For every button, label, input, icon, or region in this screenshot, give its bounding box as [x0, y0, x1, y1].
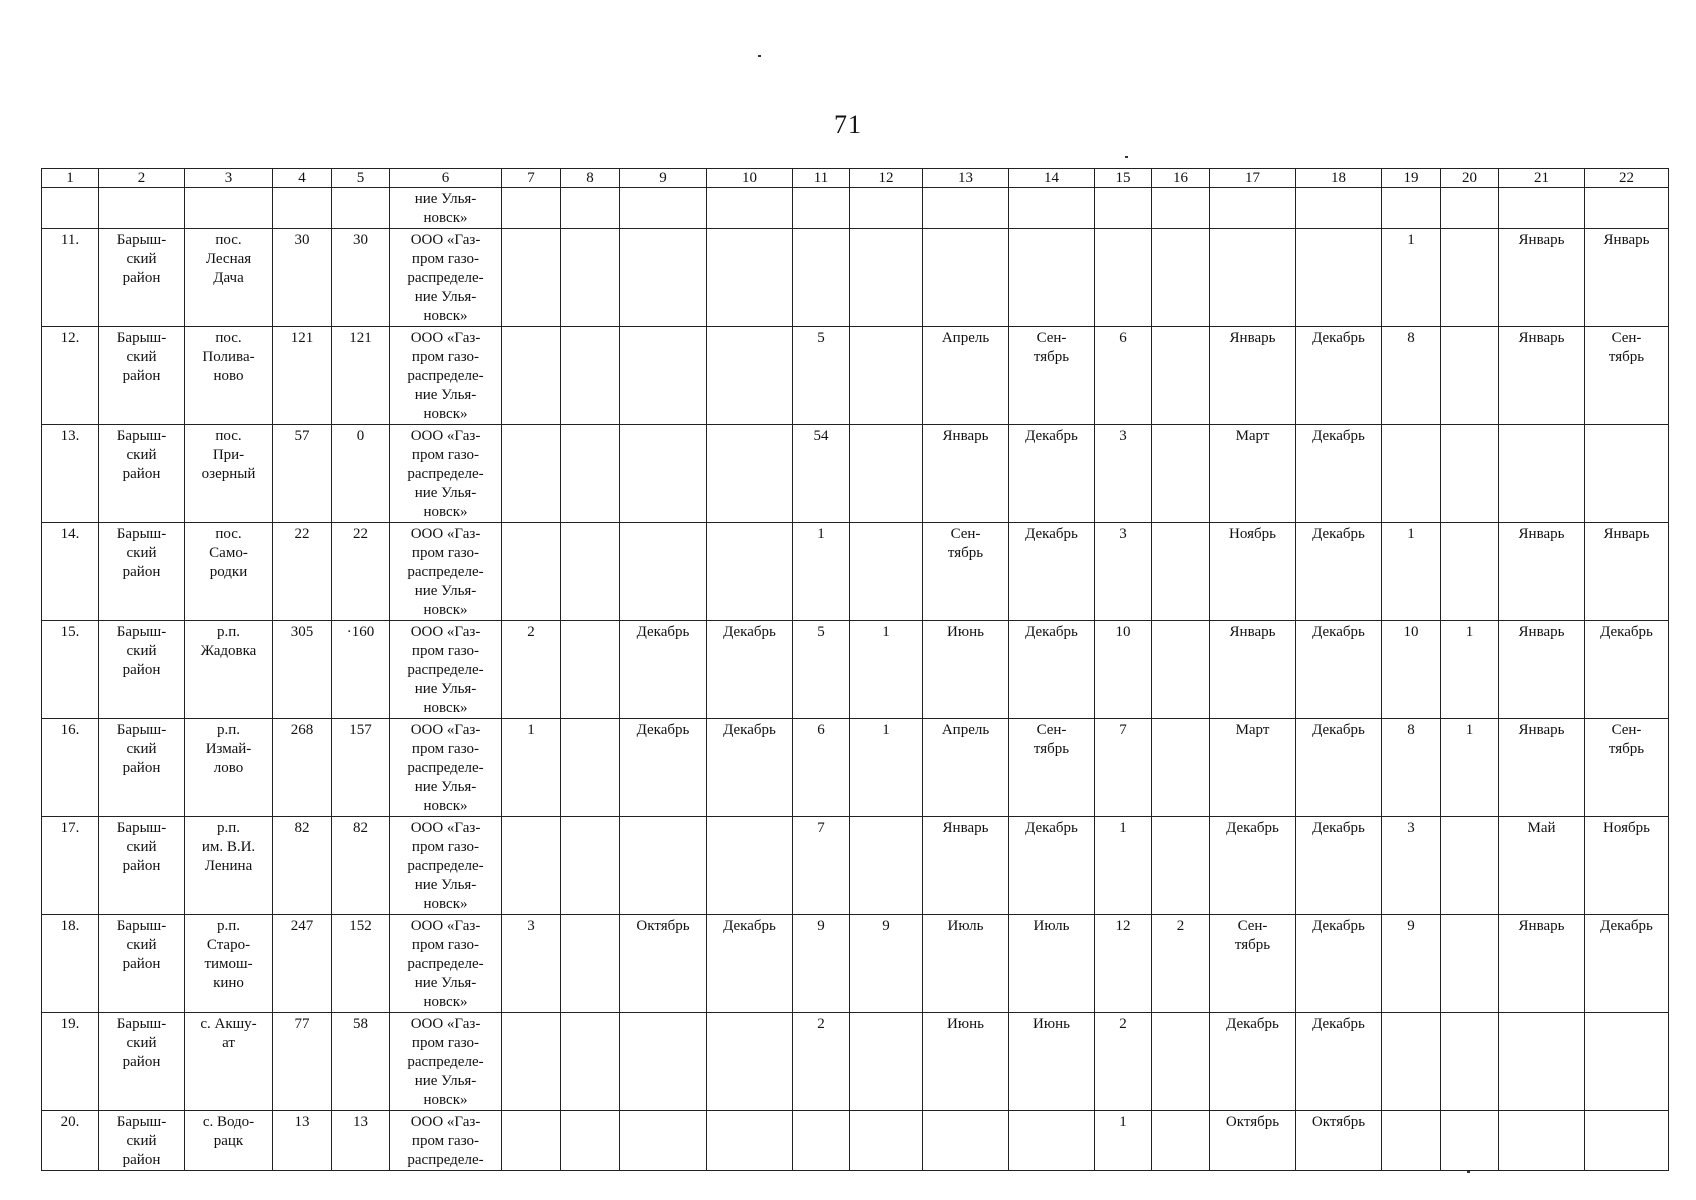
table-cell-col-14: Июнь — [1009, 1013, 1095, 1111]
table-cell-col-14: 14 — [1009, 169, 1095, 188]
table-cell-col-8 — [561, 1111, 620, 1171]
table-row — [42, 817, 1669, 915]
table-cell-col-18: Декабрь — [1296, 1013, 1382, 1111]
table-cell-col-14: Сен- тябрь — [1009, 719, 1095, 817]
table-cell-col-9: Октябрь — [620, 915, 707, 1013]
table-cell-col-2: Барыш- ский район — [99, 719, 185, 817]
table-cell-col-2 — [99, 188, 185, 229]
table-cell-col-13: Апрель — [923, 719, 1009, 817]
table-cell-col-15: 3 — [1095, 425, 1152, 523]
table-cell-col-9 — [620, 523, 707, 621]
table-cell-col-15: 3 — [1095, 523, 1152, 621]
table-cell-col-21: Январь — [1499, 229, 1585, 327]
table-cell-col-19 — [1382, 1013, 1441, 1111]
table-cell-col-11: 1 — [793, 523, 850, 621]
table-cell-col-2: Барыш- ский район — [99, 1111, 185, 1171]
table-cell-col-11: 5 — [793, 327, 850, 425]
table-cell-col-20 — [1441, 817, 1499, 915]
table-cell-col-11: 54 — [793, 425, 850, 523]
table-cell-col-8 — [561, 915, 620, 1013]
table-cell-col-18: Декабрь — [1296, 817, 1382, 915]
table-cell-col-4: 77 — [273, 1013, 332, 1111]
table-cell-col-18: 18 — [1296, 169, 1382, 188]
table-cell-col-17 — [1210, 229, 1296, 327]
table-cell-col-13: Апрель — [923, 327, 1009, 425]
table-cell-col-21 — [1499, 188, 1585, 229]
table-cell-col-10 — [707, 229, 793, 327]
table-cell-col-8 — [561, 817, 620, 915]
table-cell-col-13: Июнь — [923, 1013, 1009, 1111]
table-cell-col-7 — [502, 188, 561, 229]
table-cell-col-9 — [620, 229, 707, 327]
table-cell-col-9: 9 — [620, 169, 707, 188]
table-cell-col-1 — [42, 188, 99, 229]
table-cell-col-17: Ноябрь — [1210, 523, 1296, 621]
table-cell-col-3: пос. Лесная Дача — [185, 229, 273, 327]
table-cell-col-2: Барыш- ский район — [99, 915, 185, 1013]
table-cell-col-12 — [850, 1111, 923, 1171]
table-cell-col-6: 6 — [390, 169, 502, 188]
table-cell-col-13: 13 — [923, 169, 1009, 188]
table-cell-col-16 — [1152, 425, 1210, 523]
scan-speck — [1467, 1171, 1470, 1173]
table-cell-col-13 — [923, 188, 1009, 229]
table-cell-col-6: ние Улья- новск» — [390, 188, 502, 229]
table-row — [42, 229, 1669, 327]
table-cell-col-8 — [561, 188, 620, 229]
table-row — [42, 327, 1669, 425]
table-cell-col-6: ООО «Газ- пром газо- распределе- ние Улья- новск» — [390, 523, 502, 621]
table-cell-col-5: 22 — [332, 523, 390, 621]
table-cell-col-20 — [1441, 1111, 1499, 1171]
table-cell-col-19: 9 — [1382, 915, 1441, 1013]
table-cell-col-14: Декабрь — [1009, 817, 1095, 915]
table-body — [42, 169, 1669, 1171]
table-cell-col-1: 1 — [42, 169, 99, 188]
table-cell-col-10: 10 — [707, 169, 793, 188]
table-cell-col-13 — [923, 229, 1009, 327]
table-cell-col-9 — [620, 1013, 707, 1111]
table-cell-col-6: ООО «Газ- пром газо- распределе- ние Улья- новск» — [390, 425, 502, 523]
table-cell-col-20 — [1441, 915, 1499, 1013]
table-cell-col-1: 14. — [42, 523, 99, 621]
table-cell-col-17: Сен- тябрь — [1210, 915, 1296, 1013]
table-row — [42, 719, 1669, 817]
table-cell-col-20: 1 — [1441, 719, 1499, 817]
table-cell-col-12 — [850, 425, 923, 523]
table-cell-col-3: с. Водо- рацк — [185, 1111, 273, 1171]
table-cell-col-12 — [850, 229, 923, 327]
table-cell-col-8 — [561, 229, 620, 327]
table-cell-col-12: 9 — [850, 915, 923, 1013]
table-cell-col-22: Сен- тябрь — [1585, 327, 1669, 425]
table-cell-col-12 — [850, 523, 923, 621]
table-cell-col-2: Барыш- ский район — [99, 621, 185, 719]
table-cell-col-22: Январь — [1585, 523, 1669, 621]
table-cell-col-4: 22 — [273, 523, 332, 621]
table-cell-col-22 — [1585, 188, 1669, 229]
table-cell-col-20: 20 — [1441, 169, 1499, 188]
table-cell-col-20 — [1441, 523, 1499, 621]
table-cell-col-20 — [1441, 425, 1499, 523]
table-cell-col-2: Барыш- ский район — [99, 425, 185, 523]
table-cell-col-4 — [273, 188, 332, 229]
table-cell-col-14 — [1009, 1111, 1095, 1171]
table-cell-col-8 — [561, 523, 620, 621]
table-cell-col-15: 15 — [1095, 169, 1152, 188]
table-cell-col-20: 1 — [1441, 621, 1499, 719]
table-cell-col-10 — [707, 188, 793, 229]
table-cell-col-10 — [707, 523, 793, 621]
table-cell-col-3: р.п. Старо- тимош- кино — [185, 915, 273, 1013]
table-cell-col-16 — [1152, 719, 1210, 817]
table-cell-col-18: Декабрь — [1296, 327, 1382, 425]
table-cell-col-9: Декабрь — [620, 621, 707, 719]
table-cell-col-21: Январь — [1499, 719, 1585, 817]
table-cell-col-11 — [793, 188, 850, 229]
table-cell-col-5: 0 — [332, 425, 390, 523]
table-cell-col-6: ООО «Газ- пром газо- распределе- ние Улья- новск» — [390, 915, 502, 1013]
table-cell-col-14: Декабрь — [1009, 523, 1095, 621]
table-cell-col-19: 1 — [1382, 229, 1441, 327]
table-cell-col-10 — [707, 1111, 793, 1171]
table-cell-col-13: Январь — [923, 425, 1009, 523]
table-cell-col-7 — [502, 229, 561, 327]
table-cell-col-13: Сен- тябрь — [923, 523, 1009, 621]
table-cell-col-8 — [561, 327, 620, 425]
table-cell-col-22 — [1585, 1013, 1669, 1111]
table-cell-col-20 — [1441, 188, 1499, 229]
table-cell-col-3: с. Акшу- ат — [185, 1013, 273, 1111]
table-cell-col-18 — [1296, 188, 1382, 229]
table-cell-col-1: 17. — [42, 817, 99, 915]
table-cell-col-11: 6 — [793, 719, 850, 817]
table-cell-col-11 — [793, 229, 850, 327]
table-cell-col-7: 7 — [502, 169, 561, 188]
table-row — [42, 1013, 1669, 1111]
table-cell-col-2: Барыш- ский район — [99, 229, 185, 327]
table-cell-col-8 — [561, 425, 620, 523]
table-cell-col-5: 58 — [332, 1013, 390, 1111]
table-cell-col-7: 2 — [502, 621, 561, 719]
table-cell-col-17: Март — [1210, 425, 1296, 523]
table-cell-col-1: 11. — [42, 229, 99, 327]
table-cell-col-12 — [850, 1013, 923, 1111]
scan-speck — [1125, 156, 1128, 158]
table-cell-col-15: 1 — [1095, 817, 1152, 915]
table-cell-col-7 — [502, 425, 561, 523]
table-cell-col-9 — [620, 425, 707, 523]
table-cell-col-9 — [620, 817, 707, 915]
table-cell-col-15 — [1095, 188, 1152, 229]
table-cell-col-21 — [1499, 1013, 1585, 1111]
table-cell-col-19: 3 — [1382, 817, 1441, 915]
table-cell-col-19: 8 — [1382, 327, 1441, 425]
table-cell-col-19 — [1382, 425, 1441, 523]
table-cell-col-22: Декабрь — [1585, 621, 1669, 719]
table-cell-col-22: Январь — [1585, 229, 1669, 327]
table-cell-col-10 — [707, 425, 793, 523]
table-cell-col-17: Декабрь — [1210, 817, 1296, 915]
table-cell-col-2: Барыш- ский район — [99, 1013, 185, 1111]
table-cell-col-20 — [1441, 229, 1499, 327]
table-cell-col-10: Декабрь — [707, 621, 793, 719]
table-cell-col-7 — [502, 1111, 561, 1171]
page-number: 71 — [834, 110, 862, 139]
table-cell-col-2: Барыш- ский район — [99, 523, 185, 621]
table-cell-col-15: 10 — [1095, 621, 1152, 719]
table-cell-col-1: 18. — [42, 915, 99, 1013]
table-cell-col-21: Январь — [1499, 915, 1585, 1013]
table-cell-col-13: Июнь — [923, 621, 1009, 719]
table-cell-col-21 — [1499, 425, 1585, 523]
table-cell-col-18: Декабрь — [1296, 621, 1382, 719]
table-cell-col-10 — [707, 327, 793, 425]
table-cell-col-14 — [1009, 188, 1095, 229]
table-cell-col-12 — [850, 327, 923, 425]
scan-speck — [758, 55, 761, 57]
table-cell-col-17: Март — [1210, 719, 1296, 817]
table-cell-col-16 — [1152, 188, 1210, 229]
table-cell-col-22: 22 — [1585, 169, 1669, 188]
table-cell-col-5: ·160 — [332, 621, 390, 719]
table-cell-col-4: 121 — [273, 327, 332, 425]
table-cell-col-4: 82 — [273, 817, 332, 915]
table-cell-col-3 — [185, 188, 273, 229]
table-cell-col-4: 30 — [273, 229, 332, 327]
table-cell-col-2: Барыш- ский район — [99, 817, 185, 915]
table-cell-col-4: 13 — [273, 1111, 332, 1171]
table-cell-col-17: Январь — [1210, 327, 1296, 425]
table-cell-col-21 — [1499, 1111, 1585, 1171]
table-cell-col-1: 13. — [42, 425, 99, 523]
table-cell-col-18: Октябрь — [1296, 1111, 1382, 1171]
table-cell-col-14: Сен- тябрь — [1009, 327, 1095, 425]
table-cell-col-14: Декабрь — [1009, 621, 1095, 719]
column-number-header-row — [42, 169, 1669, 188]
table-cell-col-5 — [332, 188, 390, 229]
table-cell-col-7 — [502, 1013, 561, 1111]
table-cell-col-13: Июль — [923, 915, 1009, 1013]
table-cell-col-11 — [793, 1111, 850, 1171]
table-cell-col-6: ООО «Газ- пром газо- распределе- ние Улья- новск» — [390, 817, 502, 915]
table-cell-col-15: 12 — [1095, 915, 1152, 1013]
table-cell-col-16 — [1152, 229, 1210, 327]
table-cell-col-11: 7 — [793, 817, 850, 915]
table-cell-col-20 — [1441, 1013, 1499, 1111]
table-row — [42, 915, 1669, 1013]
table-cell-col-22 — [1585, 1111, 1669, 1171]
table-cell-col-19 — [1382, 1111, 1441, 1171]
table-cell-col-5: 152 — [332, 915, 390, 1013]
table-cell-col-4: 57 — [273, 425, 332, 523]
table-cell-col-9 — [620, 188, 707, 229]
table-cell-col-20 — [1441, 327, 1499, 425]
table-cell-col-1: 19. — [42, 1013, 99, 1111]
table-cell-col-5: 121 — [332, 327, 390, 425]
table-cell-col-9 — [620, 327, 707, 425]
table-cell-col-4: 247 — [273, 915, 332, 1013]
table-row — [42, 621, 1669, 719]
table-cell-col-3: пос. Само- родки — [185, 523, 273, 621]
table-cell-col-8 — [561, 1013, 620, 1111]
table-cell-col-6: ООО «Газ- пром газо- распределе- — [390, 1111, 502, 1171]
table-cell-col-4: 4 — [273, 169, 332, 188]
table-cell-col-11: 2 — [793, 1013, 850, 1111]
table-cell-col-21: Январь — [1499, 621, 1585, 719]
table-cell-col-4: 305 — [273, 621, 332, 719]
table-cell-col-2: Барыш- ский район — [99, 327, 185, 425]
table-row — [42, 1111, 1669, 1171]
table-cell-col-11: 5 — [793, 621, 850, 719]
table-cell-col-7 — [502, 523, 561, 621]
table-cell-col-15: 1 — [1095, 1111, 1152, 1171]
table-row — [42, 523, 1669, 621]
table-cell-col-21: 21 — [1499, 169, 1585, 188]
table-cell-col-18: Декабрь — [1296, 719, 1382, 817]
table-cell-col-16 — [1152, 523, 1210, 621]
schedule-table — [41, 168, 1669, 1171]
table-cell-col-22: Декабрь — [1585, 915, 1669, 1013]
table-cell-col-4: 268 — [273, 719, 332, 817]
table-cell-col-18: Декабрь — [1296, 523, 1382, 621]
table-cell-col-3: р.п. Жадовка — [185, 621, 273, 719]
table-cell-col-15: 2 — [1095, 1013, 1152, 1111]
table-cell-col-6: ООО «Газ- пром газо- распределе- ние Улья- новск» — [390, 621, 502, 719]
table-cell-col-5: 82 — [332, 817, 390, 915]
table-cell-col-9 — [620, 1111, 707, 1171]
table-cell-col-12: 12 — [850, 169, 923, 188]
table-cell-col-16 — [1152, 327, 1210, 425]
table-cell-col-13 — [923, 1111, 1009, 1171]
table-cell-col-7: 3 — [502, 915, 561, 1013]
table-cell-col-16 — [1152, 1111, 1210, 1171]
table-cell-col-12: 1 — [850, 719, 923, 817]
table-cell-col-7: 1 — [502, 719, 561, 817]
continuation-row — [42, 188, 1669, 229]
table-cell-col-1: 15. — [42, 621, 99, 719]
table-cell-col-11: 11 — [793, 169, 850, 188]
table-cell-col-6: ООО «Газ- пром газо- распределе- ние Улья- новск» — [390, 1013, 502, 1111]
table-cell-col-6: ООО «Газ- пром газо- распределе- ние Улья- новск» — [390, 719, 502, 817]
table-cell-col-14 — [1009, 229, 1095, 327]
table-cell-col-22: Сен- тябрь — [1585, 719, 1669, 817]
table-cell-col-15: 6 — [1095, 327, 1152, 425]
table-cell-col-21: Январь — [1499, 327, 1585, 425]
table-cell-col-8 — [561, 621, 620, 719]
table-cell-col-19 — [1382, 188, 1441, 229]
table-cell-col-3: р.п. им. В.И. Ленина — [185, 817, 273, 915]
table-cell-col-17: Октябрь — [1210, 1111, 1296, 1171]
table-cell-col-3: р.п. Измай- лово — [185, 719, 273, 817]
table-cell-col-16 — [1152, 1013, 1210, 1111]
table-cell-col-15 — [1095, 229, 1152, 327]
table-cell-col-22: Ноябрь — [1585, 817, 1669, 915]
table-cell-col-8: 8 — [561, 169, 620, 188]
table-cell-col-18: Декабрь — [1296, 425, 1382, 523]
table-cell-col-6: ООО «Газ- пром газо- распределе- ние Улья- новск» — [390, 327, 502, 425]
table-cell-col-19: 10 — [1382, 621, 1441, 719]
table-cell-col-13: Январь — [923, 817, 1009, 915]
table-cell-col-10: Декабрь — [707, 915, 793, 1013]
table-cell-col-11: 9 — [793, 915, 850, 1013]
table-cell-col-16 — [1152, 621, 1210, 719]
table-cell-col-10 — [707, 817, 793, 915]
table-cell-col-3: 3 — [185, 169, 273, 188]
table-cell-col-22 — [1585, 425, 1669, 523]
table-cell-col-3: пос. При- озерный — [185, 425, 273, 523]
table-cell-col-19: 19 — [1382, 169, 1441, 188]
table-cell-col-6: ООО «Газ- пром газо- распределе- ние Улья- новск» — [390, 229, 502, 327]
table-cell-col-5: 157 — [332, 719, 390, 817]
table-cell-col-21: Май — [1499, 817, 1585, 915]
table-cell-col-1: 20. — [42, 1111, 99, 1171]
table-cell-col-19: 8 — [1382, 719, 1441, 817]
table-cell-col-5: 30 — [332, 229, 390, 327]
table-cell-col-19: 1 — [1382, 523, 1441, 621]
table-cell-col-3: пос. Полива- ново — [185, 327, 273, 425]
table-cell-col-18 — [1296, 229, 1382, 327]
table-cell-col-18: Декабрь — [1296, 915, 1382, 1013]
table-cell-col-17: 17 — [1210, 169, 1296, 188]
table-cell-col-14: Июль — [1009, 915, 1095, 1013]
table-cell-col-9: Декабрь — [620, 719, 707, 817]
table-cell-col-12: 1 — [850, 621, 923, 719]
table-cell-col-10 — [707, 1013, 793, 1111]
table-row — [42, 425, 1669, 523]
table-cell-col-17 — [1210, 188, 1296, 229]
table-cell-col-8 — [561, 719, 620, 817]
table-cell-col-16: 2 — [1152, 915, 1210, 1013]
table-cell-col-7 — [502, 327, 561, 425]
table-cell-col-12 — [850, 188, 923, 229]
table-cell-col-16: 16 — [1152, 169, 1210, 188]
table-cell-col-10: Декабрь — [707, 719, 793, 817]
table-cell-col-7 — [502, 817, 561, 915]
table-cell-col-1: 16. — [42, 719, 99, 817]
table-cell-col-12 — [850, 817, 923, 915]
table-cell-col-1: 12. — [42, 327, 99, 425]
table-cell-col-5: 5 — [332, 169, 390, 188]
table-cell-col-16 — [1152, 817, 1210, 915]
table-cell-col-2: 2 — [99, 169, 185, 188]
table-cell-col-17: Декабрь — [1210, 1013, 1296, 1111]
table-cell-col-21: Январь — [1499, 523, 1585, 621]
table-cell-col-5: 13 — [332, 1111, 390, 1171]
table-cell-col-14: Декабрь — [1009, 425, 1095, 523]
table-cell-col-17: Январь — [1210, 621, 1296, 719]
table-cell-col-15: 7 — [1095, 719, 1152, 817]
